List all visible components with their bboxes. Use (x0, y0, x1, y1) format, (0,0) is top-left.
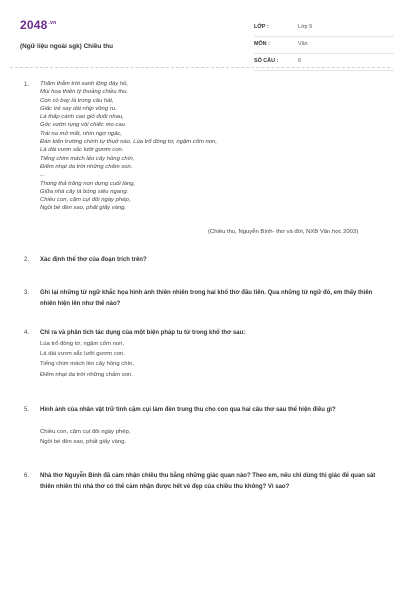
meta-table (254, 20, 394, 71)
poem-line: Thăm thẳm trời xanh lộng đáy hồ, (40, 81, 129, 87)
poem-line: Tiếng chim mách lẻo cây hồng chín, (40, 155, 135, 162)
quote-line: Ngồi bé đèn sao, phất giấy vàng. (40, 439, 127, 446)
poem-line: Ngồi bé đèn sao, phất giấy vàng. (40, 205, 127, 212)
poem-line: Giấc trẻ say dài nhịp võng ru. (40, 105, 117, 112)
question-text: Chỉ ra và phân tích tác dụng của một biện pháp tu từ trong khổ thơ sau: (40, 330, 246, 336)
question-number: 6. (24, 473, 30, 479)
site-logo[interactable]: $2048^{.vn}$ (20, 18, 57, 32)
poem-line: Đàn kiến trường chinh tự thuở nào. Lúa trổ đòng tơ, ngậm cốm non, (40, 139, 217, 146)
poem-line: Con cò bay lả trong câu hát, (40, 97, 114, 104)
quoted-stanza (40, 339, 134, 380)
meta-key: MÔN : (254, 41, 270, 47)
meta-value: 6 (298, 58, 301, 64)
poem-source: (Chiều thu, Nguyễn Bính- thơ và đời, NXB Văn học 2003) (208, 229, 359, 235)
question-text: Ghi lại những từ ngữ khắc họa hình ảnh thiên nhiên trong hai khổ thơ đầu tiên. Qua những từ ngữ đó, em thấy thiên nhiên hiện lên như thế nào? (40, 290, 373, 307)
page-title: (Ngữ liệu ngoài sgk) Chiều thu (20, 43, 114, 50)
meta-key: SỐ CÂU : (254, 58, 279, 64)
question-text: Xác định thể thơ của đoạn trích trên? (40, 257, 147, 263)
meta-row-count (254, 54, 394, 71)
quote-line: Chiều con, cặm cụi đôi ngày phép, (40, 429, 131, 435)
poem-line: Điểm nhạt da trời những chấm son. (40, 163, 133, 170)
meta-key: LỚP : (254, 24, 269, 30)
poem-line: Lá thấp cánh cao gió đuổi nhau, (40, 114, 124, 121)
question-number: 4. (24, 330, 30, 336)
poem-line: Thong thả trăng non dựng cuối làng, (40, 180, 136, 187)
header-divider (10, 67, 390, 68)
poem-line: Trái na mở mắt, nhìn ngơ ngác, (40, 130, 122, 137)
question-number: 2. (24, 257, 30, 263)
meta-row-class (254, 20, 394, 37)
meta-row-subject (254, 37, 394, 54)
poem-line: Mùi hoa thiên lý thoảng chiều thu. (40, 89, 129, 96)
poem-line: Góc vườn rụng vội chiếc mo cau (40, 122, 125, 129)
meta-value: Văn (298, 41, 308, 47)
poem-excerpt (40, 80, 370, 213)
question-number: 1. (24, 82, 30, 88)
poem-line: ... (40, 172, 45, 179)
poem-line: Lá dài vươn sắc lưỡi gươm con. (40, 147, 124, 154)
question-text: Hình ảnh của nhân vật trữ tình cặm cụi làm đèn trung thu cho con qua hai câu thơ sau thể hiện điều gì? (40, 407, 336, 413)
quoted-lines (40, 427, 130, 447)
quote-line: Lá dài vươn sắc lưỡi gươm con. (40, 351, 125, 358)
quote-line: Tiếng chim mách lẻo cây hồng chín, (40, 361, 135, 368)
meta-value: Lớp 9 (298, 24, 313, 30)
poem-line: Giữa nhà cây lá bóng siêu ngang. (40, 188, 129, 195)
quote-line: Điểm nhạt da trời những chấm son. (40, 371, 133, 378)
question-number: 5. (24, 407, 30, 413)
poem-line: Chiều con, cặm cụi đôi ngày phép, (40, 197, 131, 204)
quote-line: Lúa trổ đòng tơ, ngậm cốm non, (40, 341, 125, 347)
question-number: 3. (24, 290, 30, 296)
document-header (14, 10, 388, 68)
question-text: Nhà thơ Nguyễn Bính đã cảm nhận chiều thu bằng những giác quan nào? Theo em, nếu chỉ dùng thị giác để quan sát thiên nhiên thì nhà thơ có thể cảm nhận được hết vẻ đẹp của chiều thu không? Vì sao? (40, 473, 376, 490)
